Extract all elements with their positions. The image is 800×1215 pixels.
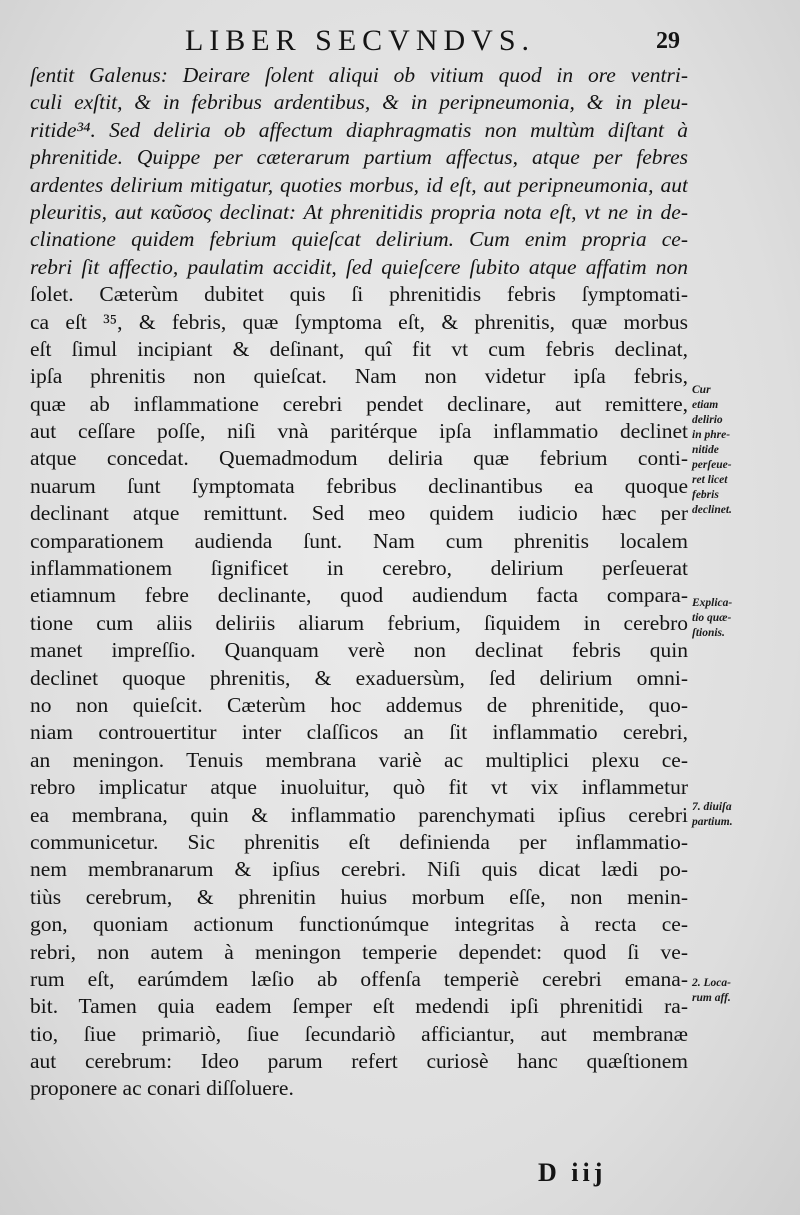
margin-note [692,976,792,1006]
margin-note-line: declinet. [692,504,732,516]
margin-note-line: 2. Loca- [692,977,731,989]
margin-note-line: rum aff. [692,992,731,1004]
text-line: quæ ab inflammatione cerebri pendet declinare, aut remittere, [30,391,688,416]
margin-note-line: ret licet [692,474,728,486]
text-line: tiùs cerebrum, & phrenitin huius morbum eſſe, non menin- [30,884,688,909]
margin-note-line: febris [692,489,719,501]
margin-note-line: 7. diuiſa [692,801,732,813]
text-line: clinatione quidem febrium quieſcat delirium. Cum enim propria ce- [30,227,688,252]
text-line: rebro implicatur atque inuoluitur, quò fit vt vix inflammetur [30,775,688,800]
text-line: inflammationem ſignificet in cerebro, delirium perſeuerat [30,556,688,581]
signature-mark: D iij [538,1158,607,1187]
text-line: no non quieſcit. Cæterùm hoc addemus de phrenitide, quo- [30,692,688,717]
margin-note-line: in phre- [692,429,731,441]
text-line: ſentit Galenus: Deirare ſolent aliqui ob vitium quod in ore ventri- [30,63,688,87]
text-line: tio, ſiue primariò, ſiue ſecundariò afficiantur, aut membranæ [30,1021,688,1046]
text-line: rebri ſit affectio, paulatim accidit, ſed quieſcere ſubito atque affatim non [30,254,688,279]
text-line: gon, quoniam actionum functionúmque integritas à recta ce- [30,912,688,937]
margin-note-line: etiam [692,399,719,411]
text-line: pleuritis, aut καῦσος declinat: At phrenitidis propria nota eſt, vt ne in de- [30,199,688,224]
text-line: rum eſt, earúmdem læſio ab offenſa temperiè cerebri emana- [30,966,688,991]
text-line: declinant atque remittunt. Sed meo quidem iudicio hæc per [30,501,688,526]
text-line: nuarum ſunt ſymptomata febribus declinantibus ea quoque [30,473,688,498]
margin-note-line: tio quæ- [692,612,732,624]
text-line: ritide³⁴. Sed deliria ob affectum diaphragmatis non multùm diſtant à [30,117,688,142]
margin-note-line: Explica- [692,597,733,609]
text-line: ipſa phrenitis non quieſcat. Nam non videtur ipſa febris, [30,364,688,389]
text-line: aut cerebrum: Ideo parum refert curiosè hanc quæſtionem [30,1049,688,1074]
text-line: eſt ſimul incipiant & deſinant, quî fit vt cum febris declinat, [30,336,688,361]
text-line: manet impreſſio. Quanquam verè non declinat febris quin [30,638,688,663]
text-line: proponere ac conari diſſoluere. [30,1076,294,1101]
margin-note [692,800,792,830]
page-number: 29 [656,28,680,54]
text-line: culi exſtit, & in febribus ardentibus, & in peripneumonia, & in pleu- [30,90,688,115]
running-title: LIBER SECVNDVS. [184,24,536,57]
main-text-block [30,62,688,1103]
margin-note-line: perſeue- [692,459,732,471]
text-line: ardentes delirium mitigatur, quoties morbus, id eſt, aut peripneumonia, aut [30,172,688,197]
text-line: niam controuertitur inter claſſicos an ſit inflammatio cerebri, [30,720,688,745]
text-line: nem membranarum & ipſius cerebri. Niſi quis dicat lædi po- [30,857,688,882]
text-line: ſolet. Cæterùm dubitet quis ſi phrenitidis febris ſymptomati- [30,282,688,307]
text-line: aut ceſſare poſſe, niſi vnà paritérque ipſa inflammatio declinet [30,419,688,444]
text-line: rebri, non autem à meningon temperie dependet: quod ſi ve- [30,939,688,964]
text-line: etiamnum febre declinante, quod audiendum facta compara- [30,583,688,608]
text-line: phrenitide. Quippe per cæterarum partium affectus, atque per febres [30,145,688,170]
text-line: ea membrana, quin & inflammatio parenchymati ipſius cerebri [30,802,688,827]
text-line: declinet quoque phrenitis, & exaduersùm, ſed delirium omni- [30,665,688,690]
margin-note-line: ſtionis. [692,627,725,639]
text-line: tione cum aliis deliriis aliarum febrium, ſiquidem in cerebro [30,610,688,635]
text-line: atque concedat. Quemadmodum deliria quæ febrium conti- [30,446,688,471]
margin-note-line: Cur [692,384,711,396]
text-line: bit. Tamen quia eadem ſemper eſt medendi ipſi phrenitidi ra- [30,994,688,1019]
margin-note-line: delirio [692,414,723,426]
text-line: an meningon. Tenuis membrana variè ac multiplici plexu ce- [30,747,688,772]
text-line: ca eſt ³⁵, & febris, quæ ſymptoma eſt, & phrenitis, quæ morbus [30,309,688,334]
margin-note-line: partium. [692,816,733,828]
text-line: comparationem audienda ſunt. Nam cum phrenitis localem [30,528,688,553]
margin-note-line: nitide [692,444,719,456]
text-line: communicetur. Sic phrenitis eſt definienda per inflammatio- [30,829,688,854]
margin-note [692,383,792,518]
margin-note [692,596,792,641]
